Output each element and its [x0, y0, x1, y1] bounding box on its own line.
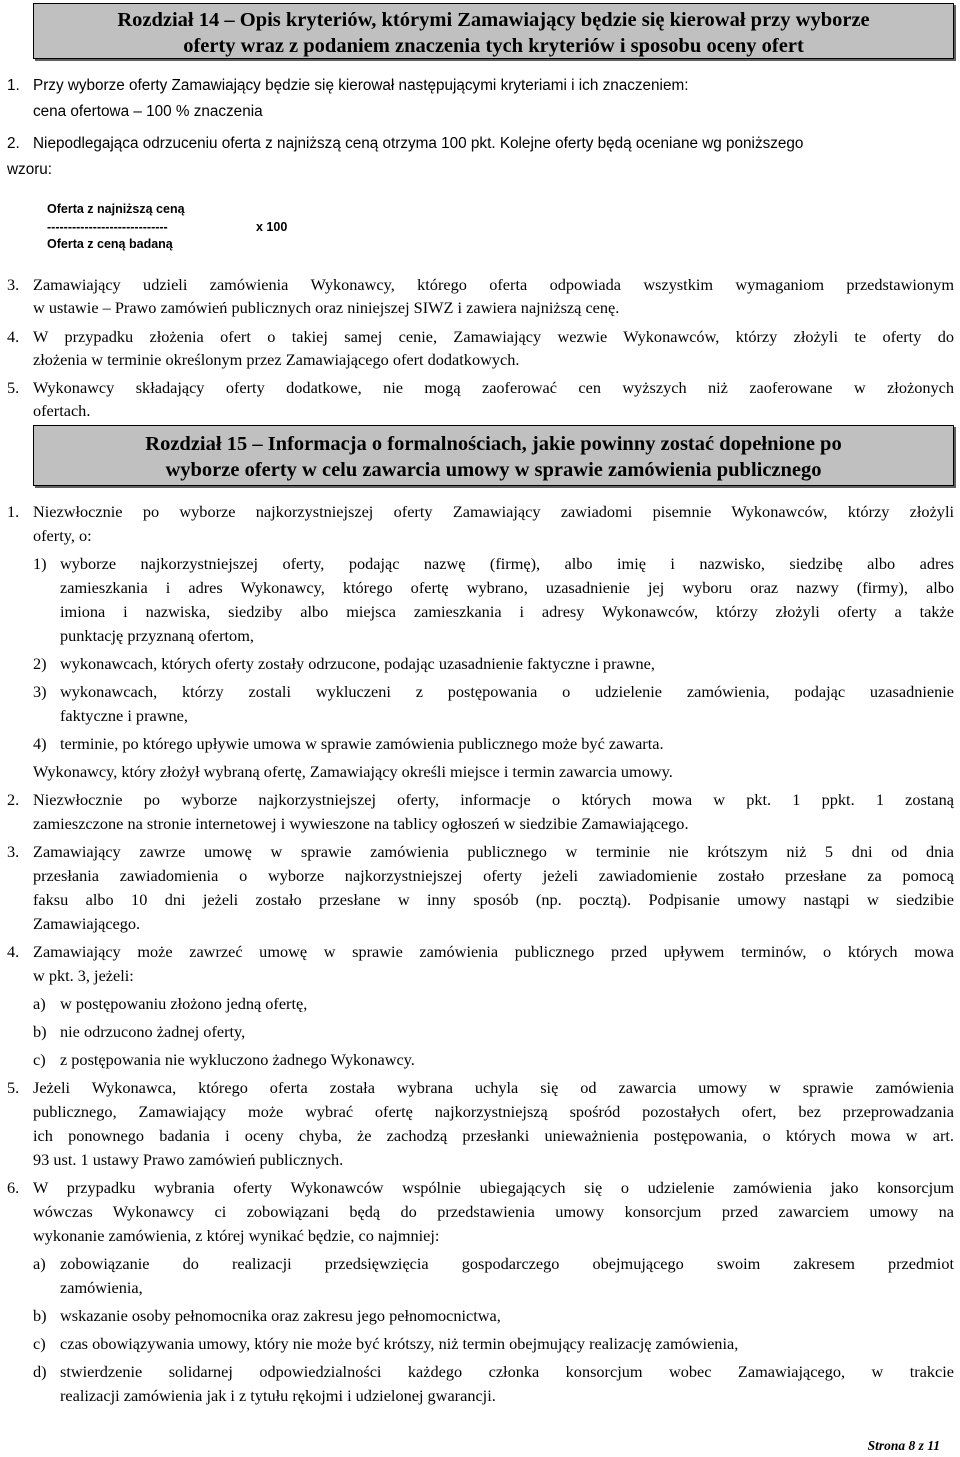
- ch15-p6-item-d-line2: realizacji zamówienia jak i z tytułu rękojmi i udzielonej gwarancji.: [60, 1386, 496, 1405]
- ch15-p6-item-c-line1: czas obowiązywania umowy, który nie może być krótszy, niż termin obejmujący realizację zamówienia,: [60, 1334, 739, 1353]
- ch15-p6-number: 6.: [7, 1178, 20, 1197]
- ch15-p6-item-d-line1: stwierdzenie solidarnej odpowiedzialności każdego członka konsorcjum wobec Zamawiającego, w trakcie: [60, 1362, 954, 1381]
- chapter-15-header: [33, 425, 954, 486]
- chapter-15-title-line1: Rozdział 15 – Informacja o formalnościach, jakie powinny zostać dopełnione po: [145, 433, 842, 455]
- ch15-p1-item2-number: 2): [33, 654, 47, 673]
- formula-numerator: Oferta z najniższą ceną: [47, 202, 185, 216]
- ch15-p4-line1: Zamawiający może zawrzeć umowę w sprawie zamówienia publicznego przed upływem terminów, o których mowa: [33, 942, 954, 961]
- ch15-p1-item3-line2: faktyczne i prawne,: [60, 706, 188, 725]
- ch15-p5-number: 5.: [7, 1078, 20, 1097]
- ch14-p2-number: 2.: [7, 135, 20, 152]
- ch14-p1-line2: cena ofertowa – 100 % znaczenia: [33, 103, 263, 120]
- ch15-p1-item4-number: 4): [33, 734, 47, 753]
- ch14-p2-line2: wzoru:: [7, 161, 53, 178]
- ch15-p2-line2: zamieszczone na stronie internetowej i wywieszone na tablicy ogłoszeń w siedzibie Zamawiającego.: [33, 814, 689, 833]
- ch14-p5-line1: Wykonawcy składający oferty dodatkowe, nie mogą zaoferować cen wyższych niż zaoferowane w złożonych: [33, 378, 954, 397]
- ch14-p5-line2: ofertach.: [33, 401, 91, 420]
- ch15-p1-item1-line4: punktację przyznaną ofertom,: [60, 626, 254, 645]
- formula-denominator: Oferta z ceną badaną: [47, 237, 173, 251]
- ch15-p4-item-b-number: b): [33, 1022, 47, 1041]
- formula-multiplier: x 100: [256, 220, 288, 234]
- ch14-p2-line1: Niepodlegająca odrzuceniu oferta z najniższą ceną otrzyma 100 pkt. Kolejne oferty będą oceniane wg poniższego: [33, 135, 804, 152]
- ch15-p1-item2-line1: wykonawcach, których oferty zostały odrzucone, podając uzasadnienie faktyczne i prawne,: [60, 654, 655, 673]
- ch15-p5-line4: 93 ust. 1 ustawy Prawo zamówień publicznych.: [33, 1150, 344, 1169]
- ch15-p1-item3-number: 3): [33, 682, 47, 701]
- ch15-p1-number: 1.: [7, 502, 20, 521]
- ch15-p1-item3-line1: wykonawcach, którzy zostali wykluczeni z postępowania o udzielenie zamówienia, podając uzasadnienie: [60, 682, 954, 701]
- ch15-p4-item-c-number: c): [33, 1050, 46, 1069]
- ch15-p6-item-d-number: d): [33, 1362, 47, 1381]
- ch15-p3-line3: faksu albo 10 dni jeżeli zostało przesłane w inny sposób (np. pocztą). Podpisanie umowy nastąpi w siedzibie: [33, 890, 954, 909]
- ch15-p1-item1-line2: zamieszkania i adres Wykonawcy, którego ofertę wybrano, uzasadnienie jej wyboru oraz nazwy (firmy), albo: [60, 578, 954, 597]
- ch15-p6-item-b-line1: wskazanie osoby pełnomocnika oraz zakresu jego pełnomocnictwa,: [60, 1306, 501, 1325]
- ch15-p6-line1: W przypadku wybrania oferty Wykonawców wspólnie ubiegających się o udzielenie zamówienia jako konsorcjum: [33, 1178, 954, 1197]
- ch15-p3-number: 3.: [7, 842, 20, 861]
- ch15-p1-item4-line1: terminie, po którego upływie umowa w sprawie zamówienia publicznego może być zawarta.: [60, 734, 664, 753]
- ch15-p6-item-b-number: b): [33, 1306, 47, 1325]
- ch15-p1-line2: oferty, o:: [33, 526, 92, 545]
- ch15-p4-item-c: z postępowania nie wykluczono żadnego Wykonawcy.: [60, 1050, 415, 1069]
- ch15-p5-line3: ich ponownego badania i oceny chyba, że zachodzą przesłanki unieważnienia postępowania, o których mowa w art.: [33, 1126, 954, 1145]
- ch15-p6-item-c-number: c): [33, 1334, 46, 1353]
- ch15-p6-item-a-number: a): [33, 1254, 46, 1273]
- ch15-p4-number: 4.: [7, 942, 20, 961]
- ch15-p1-item1-number: 1): [33, 554, 47, 573]
- ch15-p1-item1-line3: imiona i nazwiska, siedziby albo miejsca zamieszkania i adresy Wykonawców, którzy złożyli oferty a także: [60, 602, 954, 621]
- ch15-p1-closing: Wykonawcy, który złożył wybraną ofertę, Zamawiający określi miejsce i termin zawarcia umowy.: [33, 762, 673, 781]
- ch15-p3-line2: przesłania zawiadomienia o wyborze najkorzystniejszej oferty jeżeli zawiadomienie zostało przesłane za pomocą: [33, 866, 954, 885]
- ch14-p1-number: 1.: [7, 77, 20, 94]
- ch15-p4-item-a: w postępowaniu złożono jedną ofertę,: [60, 994, 308, 1013]
- formula-fraction-line: -----------------------------: [47, 220, 168, 234]
- ch15-p2-number: 2.: [7, 790, 20, 809]
- ch15-p6-line3: wykonanie zamówienia, z której wynikać będzie, co najmniej:: [33, 1226, 440, 1245]
- ch14-p4-number: 4.: [7, 327, 20, 346]
- ch15-p5-line1: Jeżeli Wykonawca, którego oferta została wybrana uchyla się od zawarcia umowy w sprawie zamówienia: [33, 1078, 954, 1097]
- ch15-p4-item-b: nie odrzucono żadnej oferty,: [60, 1022, 246, 1041]
- ch15-p4-line2: w pkt. 3, jeżeli:: [33, 966, 134, 985]
- chapter-14-title-line1: Rozdział 14 – Opis kryteriów, którymi Zamawiający będzie się kierował przy wyborze: [117, 9, 870, 31]
- ch14-p1-line1: Przy wyborze oferty Zamawiający będzie się kierował następującymi kryteriami i ich znaczeniem:: [33, 77, 689, 94]
- ch14-p3-number: 3.: [7, 275, 20, 294]
- chapter-15-title-line2: wyborze oferty w celu zawarcia umowy w sprawie zamówienia publicznego: [165, 459, 822, 481]
- page-number: Strona 8 z 11: [867, 1438, 940, 1453]
- ch15-p2-line1: Niezwłocznie po wyborze najkorzystniejszej oferty, informacje o których mowa w pkt. 1 ppkt. 1 zostaną: [33, 790, 954, 809]
- ch15-p5-line2: publicznego, Zamawiający może wybrać ofertę najkorzystniejszą spośród pozostałych ofert, bez przeprowadzania: [33, 1102, 954, 1121]
- ch14-p3-line2: w ustawie – Prawo zamówień publicznych oraz niniejszej SIWZ i zawiera najniższą cenę.: [33, 298, 620, 317]
- chapter-14-title-line2: oferty wraz z podaniem znaczenia tych kryteriów i sposobu oceny ofert: [183, 35, 804, 57]
- ch15-p4-item-a-number: a): [33, 994, 46, 1013]
- ch15-p1-item1-line1: wyborze najkorzystniejszej oferty, podając nazwę (firmę), albo imię i nazwisko, siedzibę albo adres: [60, 554, 954, 573]
- ch15-p3-line1: Zamawiający zawrze umowę w sprawie zamówienia publicznego w terminie nie krótszym niż 5 dni od dnia: [33, 842, 954, 861]
- chapter-14-header: [33, 3, 954, 59]
- ch15-p6-line2: wówczas Wykonawcy ci zobowiązani będą do przedstawienia umowy konsorcjum przed zawarciem umowy na: [33, 1202, 954, 1221]
- ch15-p6-item-a-line2: zamówienia,: [60, 1278, 143, 1297]
- ch14-p4-line2: złożenia w terminie określonym przez Zamawiającego ofert dodatkowych.: [33, 350, 520, 369]
- ch15-p1-line1: Niezwłocznie po wyborze najkorzystniejszej oferty Zamawiający zawiadomi pisemnie Wykonawców, którzy złożyli: [33, 502, 954, 521]
- ch14-p3-line1: Zamawiający udzieli zamówienia Wykonawcy, którego oferta odpowiada wszystkim wymaganiom przedstawionym: [33, 275, 954, 294]
- ch14-p5-number: 5.: [7, 378, 20, 397]
- ch15-p3-line4: Zamawiającego.: [33, 914, 141, 933]
- ch14-p4-line1: W przypadku złożenia ofert o takiej samej cenie, Zamawiający wezwie Wykonawców, którzy złożyli te oferty do: [33, 327, 954, 346]
- ch15-p6-item-a-line1: zobowiązanie do realizacji przedsięwzięcia gospodarczego obejmującego swoim zakresem przedmiot: [60, 1254, 954, 1273]
